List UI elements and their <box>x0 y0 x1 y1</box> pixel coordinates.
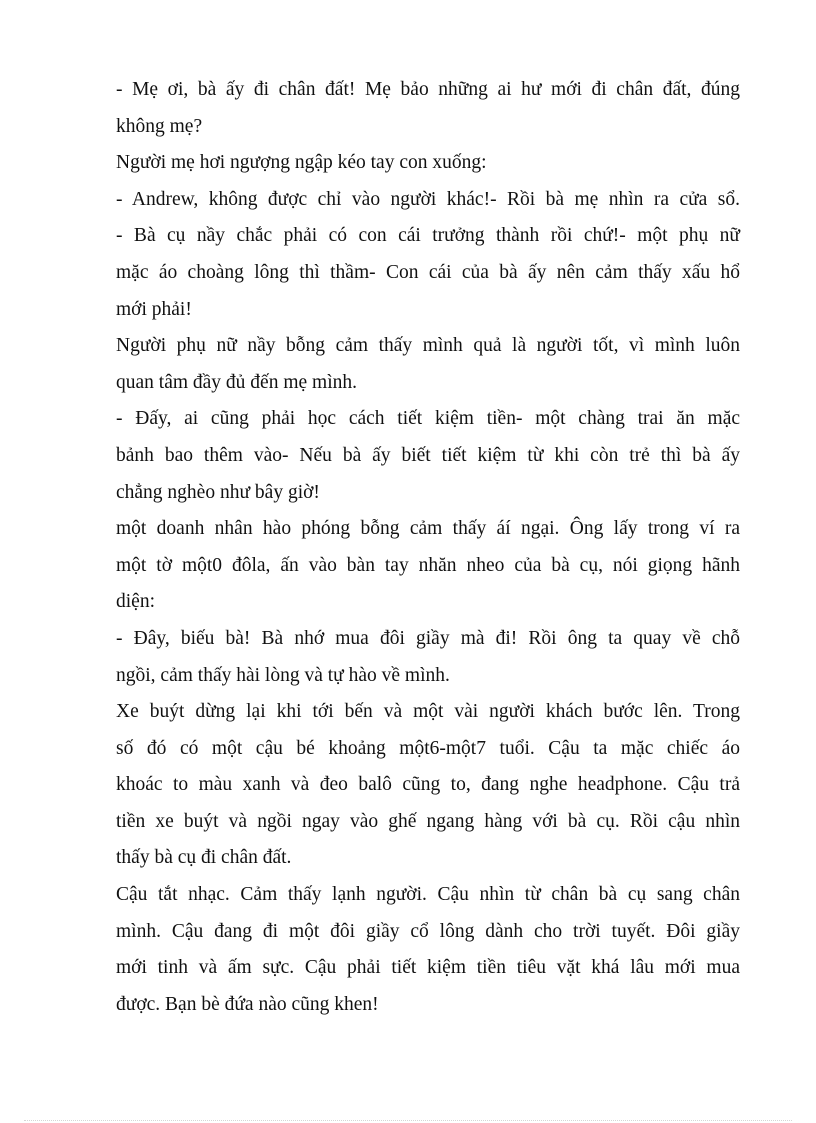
text-line: số đó có một cậu bé khoảng một6-một7 tuổi. Cậu ta mặc chiếc áo <box>116 737 740 759</box>
text-line: mặc áo choàng lông thì thầm- Con cái của bà ấy nên cảm thấy xấu hổ <box>116 261 740 283</box>
text-line: một tờ một0 đôla, ấn vào bàn tay nhăn nheo của bà cụ, nói giọng hãnh <box>116 554 740 576</box>
text-line: quan tâm đầy đủ đến mẹ mình. <box>116 371 357 393</box>
text-line: thấy bà cụ đi chân đất. <box>116 847 292 869</box>
text-line: - Đấy, ai cũng phải học cách tiết kiệm tiền- một chàng trai ăn mặc <box>116 408 740 430</box>
text-line: được. Bạn bè đứa nào cũng khen! <box>116 993 379 1015</box>
text-line: - Bà cụ nầy chắc phải có con cái trưởng thành rồi chứ!- một phụ nữ <box>116 225 740 247</box>
text-line: - Đây, biếu bà! Bà nhớ mua đôi giầy mà đi! Rồi ông ta quay về chỗ <box>116 627 740 649</box>
text-line: - Mẹ ơi, bà ấy đi chân đất! Mẹ bảo những ai hư mới đi chân đất, đúng <box>116 79 740 100</box>
text-line: một doanh nhân hào phóng bỗng cảm thấy áí ngại. Ông lấy trong ví ra <box>116 518 740 540</box>
text-line: không mẹ? <box>116 115 203 137</box>
text-line: mới tinh và ấm sực. Cậu phải tiết kiệm tiền tiêu vặt khá lâu mới mua <box>116 957 740 979</box>
text-line: - Andrew, không được chỉ vào người khác!- Rồi bà mẹ nhìn ra cửa sổ. <box>116 188 740 210</box>
text-line: Người mẹ hơi ngượng ngập kéo tay con xuống: <box>116 152 487 174</box>
text-line: Xe buýt dừng lại khi tới bến và một vài người khách bước lên. Trong <box>116 701 740 723</box>
text-line: mới phải! <box>116 298 192 320</box>
text-line: khoác to màu xanh và đeo balô cũng to, đang nghe headphone. Cậu trả <box>116 774 740 796</box>
text-line: diện: <box>116 591 155 613</box>
text-line: Cậu tắt nhạc. Cảm thấy lạnh người. Cậu nhìn từ chân bà cụ sang chân <box>116 884 740 906</box>
text-line: chẳng nghèo như bây giờ! <box>116 481 320 503</box>
document-body <box>116 72 740 1023</box>
text-line: Người phụ nữ nầy bỗng cảm thấy mình quả là người tốt, vì mình luôn <box>116 335 740 357</box>
text-line: ngồi, cảm thấy hài lòng và tự hào về mình. <box>116 664 450 686</box>
text-line: bảnh bao thêm vào- Nếu bà ấy biết tiết kiệm từ khi còn trẻ thì bà ấy <box>116 444 740 466</box>
text-line: mình. Cậu đang đi một đôi giầy cổ lông dành cho trời tuyết. Đôi giầy <box>116 920 740 942</box>
text-line: tiền xe buýt và ngồi ngay vào ghế ngang hàng với bà cụ. Rồi cậu nhìn <box>116 810 740 832</box>
page-bottom-rule <box>24 1120 792 1121</box>
